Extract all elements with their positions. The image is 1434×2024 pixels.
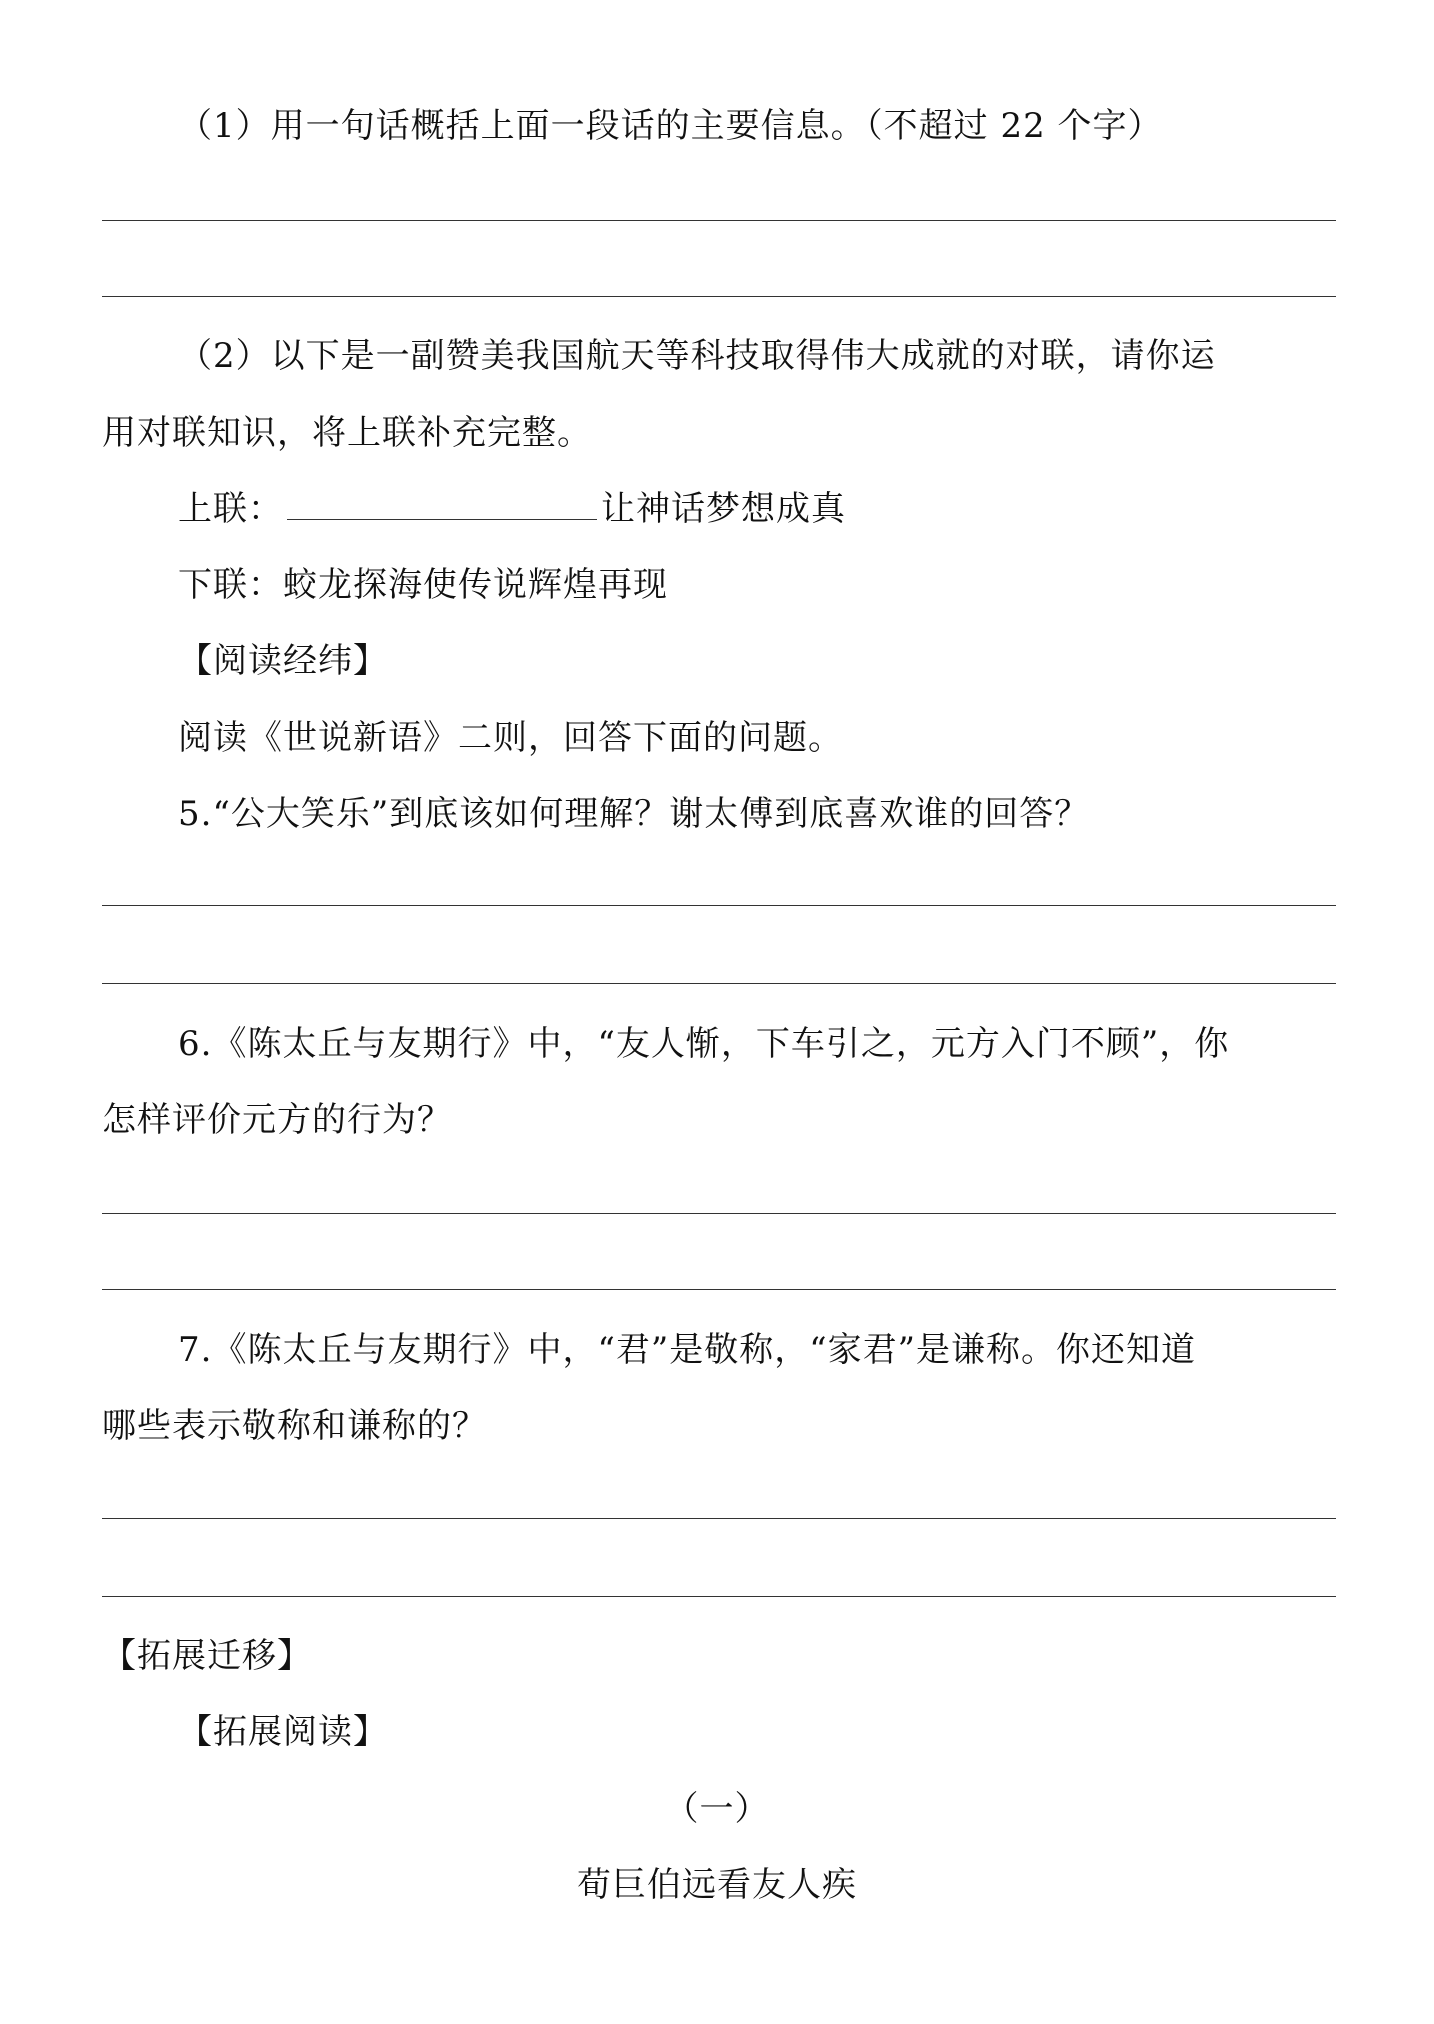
answer-line[interactable]: [102, 296, 1336, 297]
answer-line[interactable]: [102, 905, 1336, 906]
question-7-prompt-line-1: 7.《陈太丘与友期行》中，“君”是敬称，“家君”是谦称。你还知道: [178, 1330, 1196, 1370]
passage-title: 荀巨伯远看友人疾: [577, 1865, 857, 1905]
question-5-prompt: 5.“公大笑乐”到底该如何理解？谢太傅到底喜欢谁的回答？: [178, 794, 1090, 834]
question-2-prompt-line-2: 用对联知识，将上联补充完整。: [102, 413, 592, 453]
answer-line[interactable]: [102, 1518, 1336, 1519]
answer-line[interactable]: [102, 1213, 1336, 1214]
question-2-prompt-line-1: （2）以下是一副赞美我国航天等科技取得伟大成就的对联，请你运: [178, 336, 1216, 376]
answer-line[interactable]: [102, 1596, 1336, 1597]
answer-line[interactable]: [102, 1289, 1336, 1290]
couplet-upper-tail: 让神话梦想成真: [601, 489, 846, 529]
question-6-prompt-line-1: 6.《陈太丘与友期行》中，“友人惭，下车引之，元方入门不顾”，你: [178, 1024, 1230, 1064]
section-heading-extension-reading: 【拓展阅读】: [178, 1712, 388, 1752]
question-1-prompt: （1）用一句话概括上面一段话的主要信息。（不超过 22 个字）: [178, 106, 1163, 146]
couplet-upper-label: 上联：: [178, 489, 283, 529]
passage-number: （一）: [664, 1789, 770, 1829]
section-heading-reading: 【阅读经纬】: [178, 641, 388, 681]
question-7-prompt-line-2: 哪些表示敬称和谦称的？: [102, 1406, 487, 1446]
section-heading-extension: 【拓展迁移】: [102, 1636, 312, 1676]
question-6-prompt-line-2: 怎样评价元方的行为？: [102, 1100, 452, 1140]
reading-instructions: 阅读《世说新语》二则，回答下面的问题。: [178, 718, 843, 758]
couplet-upper-line: [178, 489, 846, 529]
couplet-lower-line: 下联：蛟龙探海使传说辉煌再现: [178, 565, 668, 605]
answer-line[interactable]: [102, 220, 1336, 221]
answer-line[interactable]: [102, 983, 1336, 984]
couplet-blank[interactable]: [287, 489, 597, 520]
